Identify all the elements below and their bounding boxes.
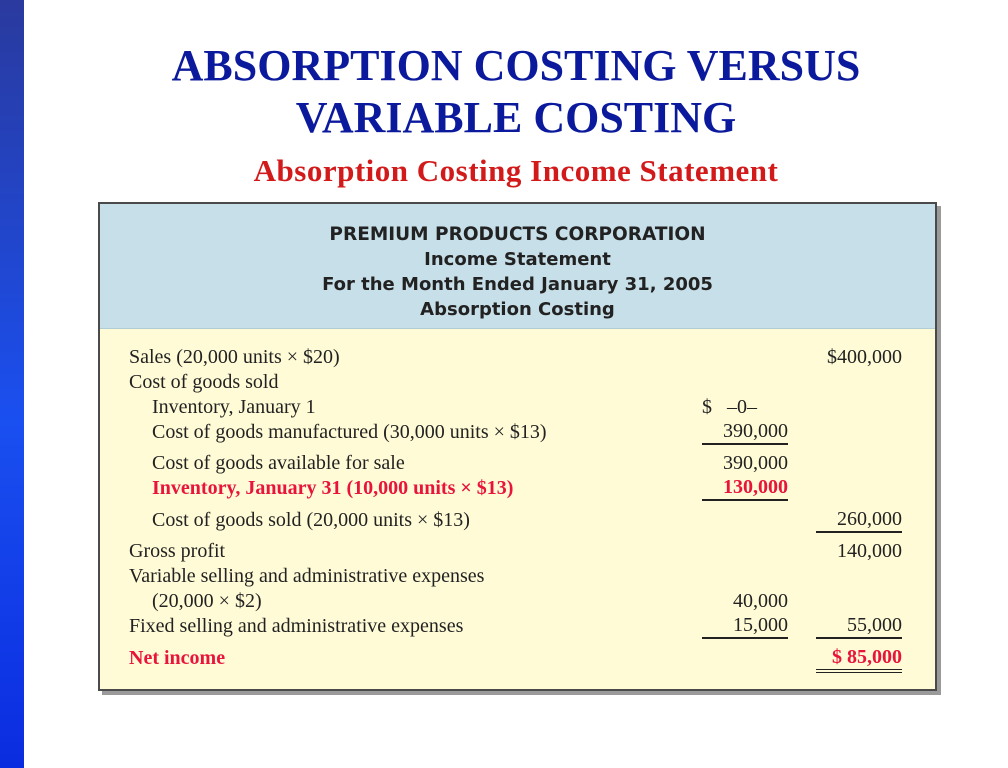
row-col1: 40,000 [733, 590, 788, 612]
row-label: Fixed selling and administrative expenses [129, 615, 464, 637]
row-label: Gross profit [129, 540, 226, 562]
row-inventory-jan31 [100, 475, 935, 501]
row-label: Cost of goods available for sale [152, 452, 405, 474]
slide-title [24, 40, 1008, 144]
row-col1: 390,000 [702, 419, 788, 445]
title-line-2: VARIABLE COSTING [295, 93, 737, 142]
income-statement [98, 202, 937, 691]
statement-period: For the Month Ended January 31, 2005 [322, 274, 713, 295]
statement-name: Income Statement [424, 249, 611, 270]
row-col2: $ 85,000 [816, 645, 902, 673]
row-col2: 140,000 [837, 540, 902, 562]
costing-method: Absorption Costing [420, 299, 615, 320]
row-label: Inventory, January 1 [152, 396, 316, 418]
company-name: PREMIUM PRODUCTS CORPORATION [329, 224, 706, 245]
row-col2: $400,000 [827, 346, 902, 368]
row-col1: 15,000 [702, 613, 788, 639]
row-col2: 55,000 [816, 613, 902, 639]
row-label: (20,000 × $2) [152, 590, 262, 612]
row-label: Sales (20,000 units × $20) [129, 346, 340, 368]
row-variable-sa [100, 563, 935, 589]
row-inventory-jan1 [100, 394, 935, 420]
row-label: Cost of goods manufactured (30,000 units × $13) [152, 421, 547, 443]
row-net-income [100, 645, 935, 671]
slide-side-bar [0, 0, 24, 768]
row-sales [100, 344, 935, 370]
row-variable-sa-amount [100, 588, 935, 614]
slide-subtitle: Absorption Costing Income Statement [253, 153, 779, 188]
row-cogs-heading [100, 369, 935, 395]
row-fixed-sa [100, 613, 935, 639]
row-cogs-total [100, 507, 935, 533]
row-available [100, 450, 935, 476]
statement-header [100, 204, 935, 329]
row-label: Inventory, January 31 (10,000 units × $13) [152, 477, 514, 499]
row-label: Cost of goods sold [129, 371, 279, 393]
row-cogm [100, 419, 935, 445]
row-label: Net income [129, 647, 226, 669]
title-line-1: ABSORPTION COSTING VERSUS [171, 41, 861, 90]
row-col1: $ –0– [702, 396, 757, 418]
row-col1: 130,000 [702, 475, 788, 501]
row-col1: 390,000 [723, 452, 788, 474]
row-col2: 260,000 [816, 507, 902, 533]
row-label: Cost of goods sold (20,000 units × $13) [152, 509, 470, 531]
row-gross-profit [100, 538, 935, 564]
row-label: Variable selling and administrative expenses [129, 565, 485, 587]
